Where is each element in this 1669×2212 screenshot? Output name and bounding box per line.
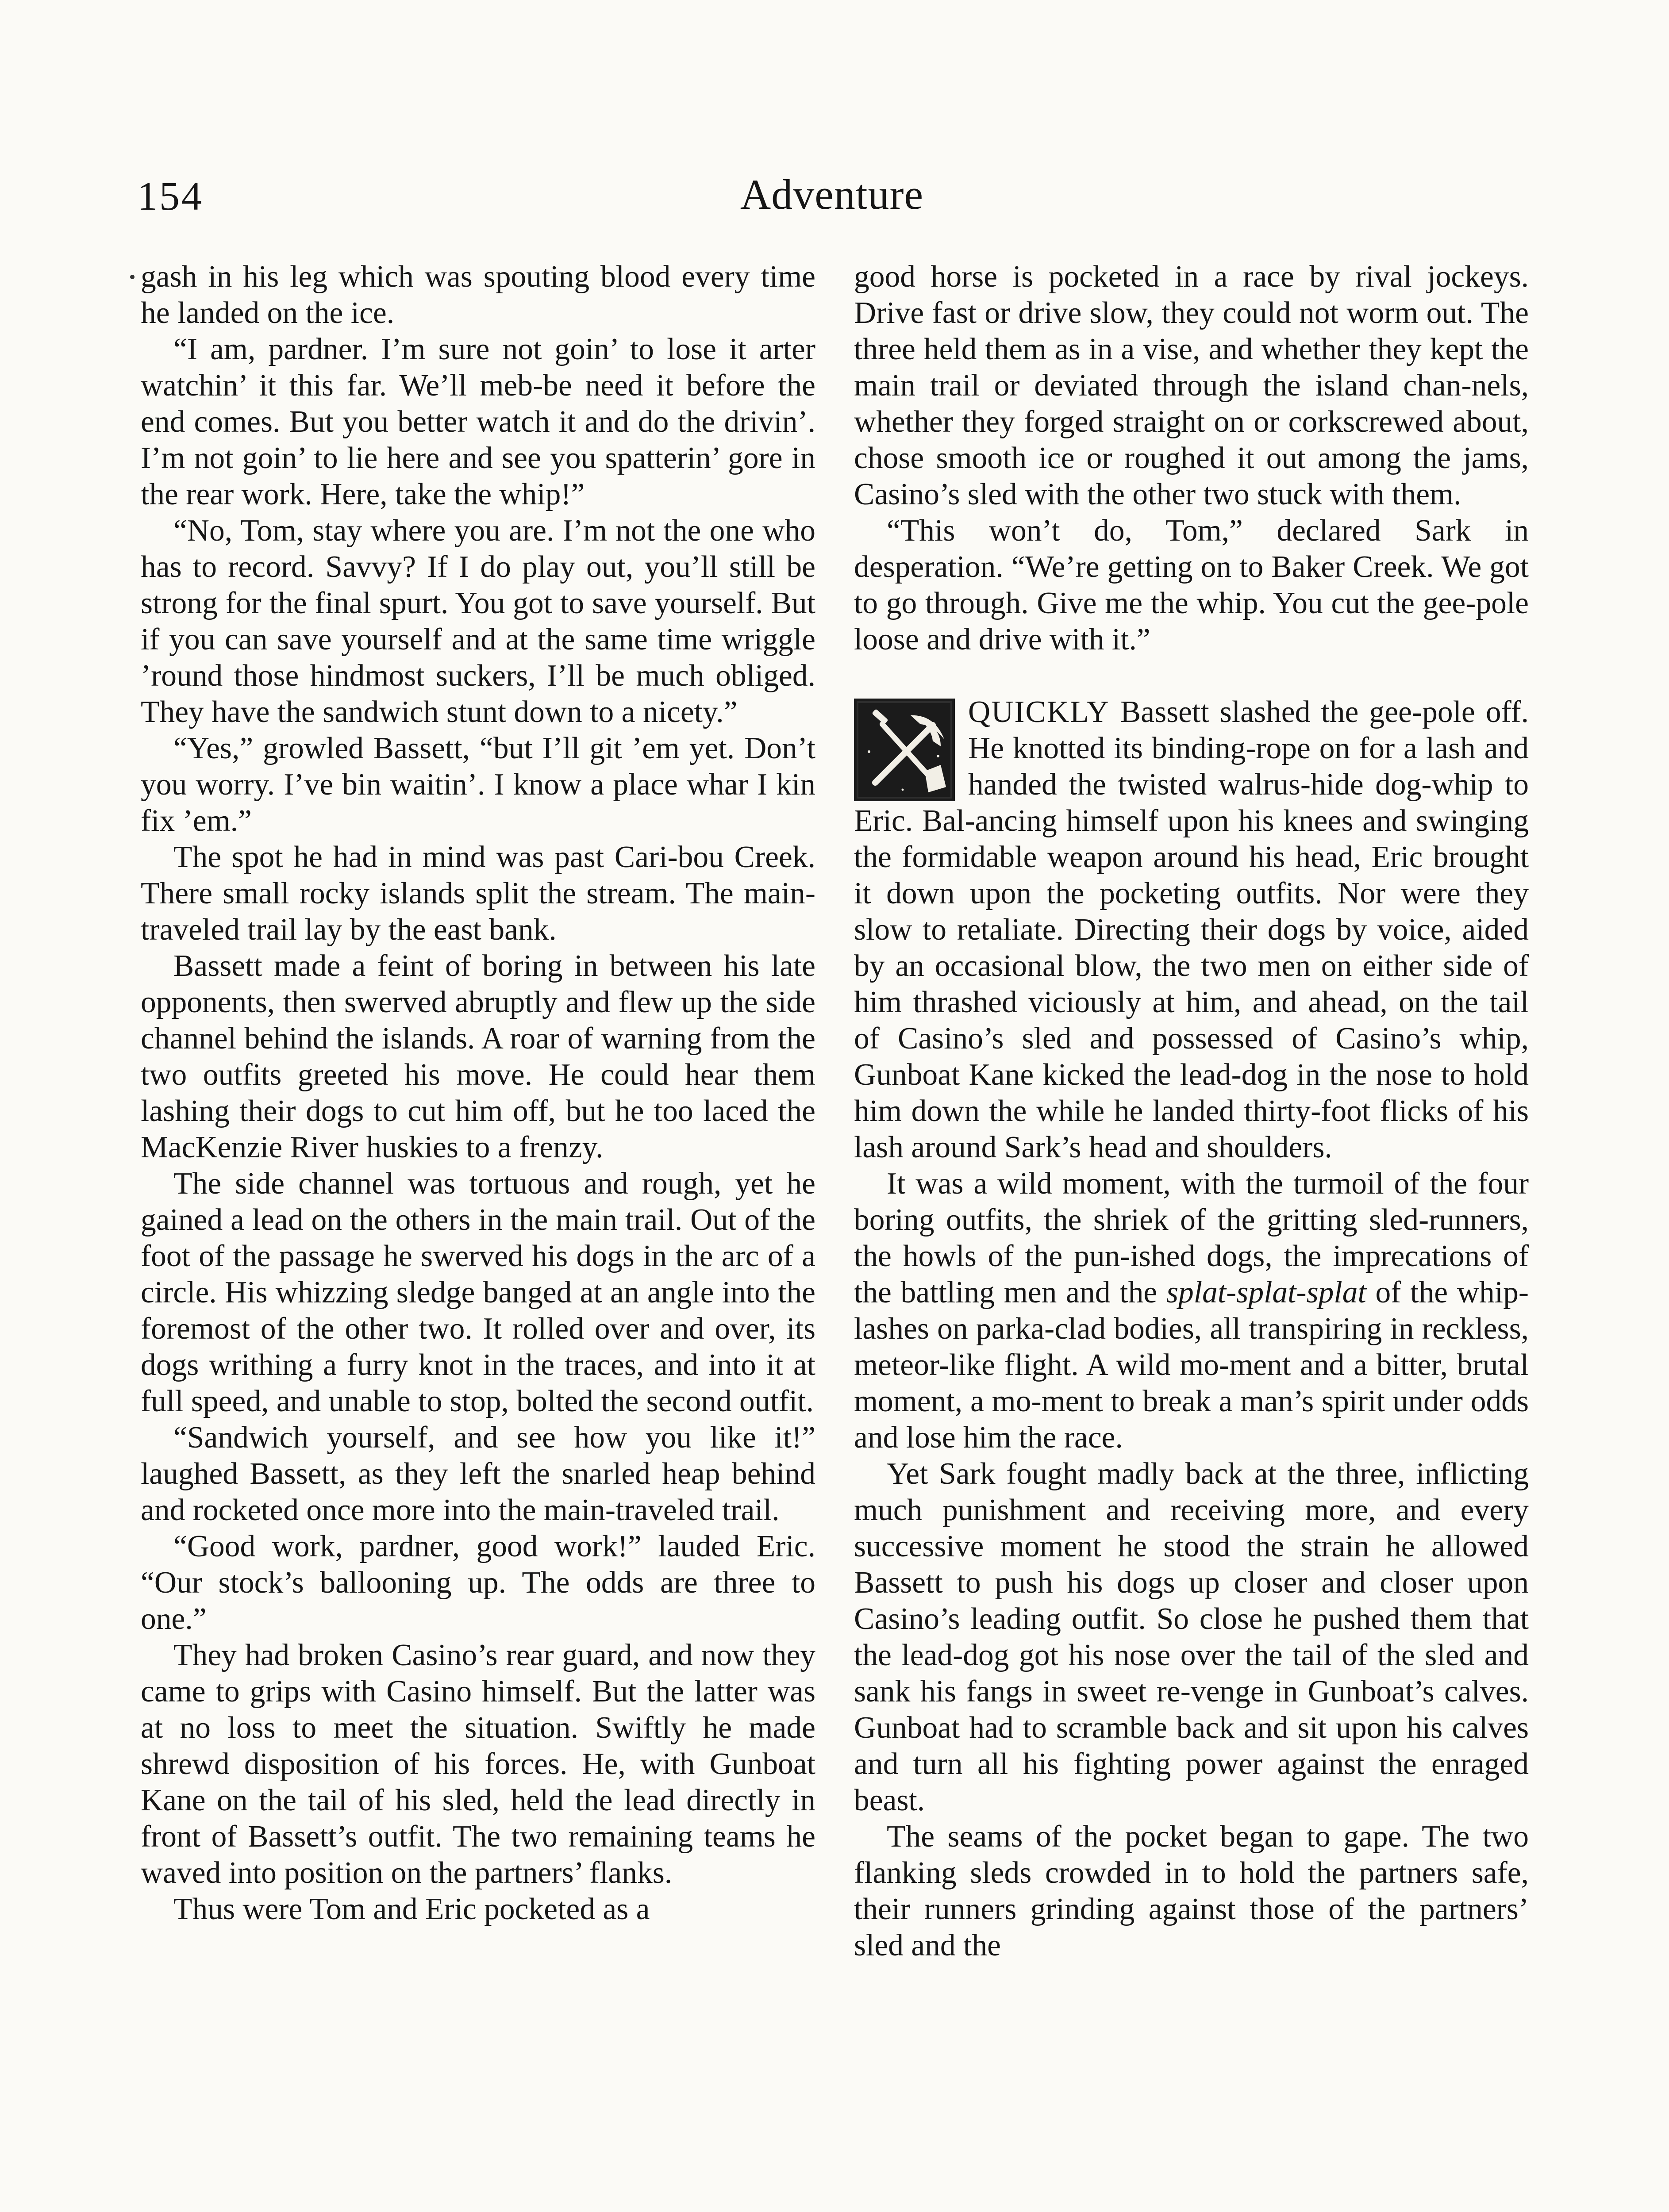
- section-lead-word: QUICKLY: [968, 695, 1110, 729]
- page-number: 154: [137, 173, 204, 219]
- paragraph: The spot he had in mind was past Cari-bou Creek. There small rocky islands split the stream. The main-traveled trail lay by the east bank.: [141, 840, 815, 947]
- ink-dot: [130, 275, 135, 279]
- magazine-title: Adventure: [740, 171, 924, 218]
- paragraph: Bassett made a feint of boring in between his late opponents, then swerved abruptly and flew up the side channel behind the islands. A roar of warning from the two outfits greeted his move. He could hear them lashing their dogs to cut him off, but he too laced the MacKenzie River huskies to a frenzy.: [141, 949, 815, 1164]
- paragraph: “Yes,” growled Bassett, “but I’ll git ’em yet. Don’t you worry. I’ve bin waitin’. I know a place whar I kin fix ’em.”: [141, 731, 815, 838]
- paragraph: The side channel was tortuous and rough, yet he gained a lead on the others in the main trail. Out of the foot of the passage he swerved his dogs in the arc of a circle. His whizzing sledge banged at an angle into the foremost of the other two. It rolled over and over, its dogs writhing a furry knot in the traces, and into it at full speed, and unable to stop, bolted the second outfit.: [141, 1167, 815, 1418]
- paragraph: “Sandwich yourself, and see how you like it!” laughed Bassett, as they left the snarled heap behind and rocketed once more into the main-traveled trail.: [141, 1421, 815, 1527]
- paragraph: good horse is pocketed in a race by rival jockeys. Drive fast or drive slow, they could not worm out. The three held them as in a vise, and whether they kept the main trail or deviated through the island chan-nels, whether they forged straight on or corkscrewed about, chose smooth ice or roughed it out among the jams, Casino’s sled with the other two stuck with them.: [854, 260, 1529, 511]
- paragraph-text: It was a wild moment, with the turmoil of the four boring outfits, the shriek of the gritting sled-runners, the howls of the pun-ished dogs, the imprecations of the battling men and the: [854, 1167, 1529, 1310]
- paragraph: gash in his leg which was spouting blood every time he landed on the ice.: [141, 260, 815, 330]
- paragraph: “No, Tom, stay where you are. I’m not the one who has to record. Savvy? If I do play out, you’ll still be strong for the final spurt. You got to save yourself. But if you can save yourself and at the same time wriggle ’round those hindmost suckers, I’ll be much obliged. They have the sandwich stunt down to a nicety.”: [141, 514, 815, 729]
- paragraph: Thus were Tom and Eric pocketed as a: [173, 1892, 650, 1926]
- paragraph-text: Bassett slashed the gee-pole off. He knotted its binding-rope on for a lash and handed the twisted walrus-hide dog-whip to Eric. Bal-ancing himself upon his knees and swinging the formidable weapon around his head, Eric brought it down upon the pocketing outfits. Nor were they slow to retaliate. Directing their dogs by voice, aided by an occasional blow, the two men on either side of him thrashed viciously at him, and ahead, on the tail of Casino’s sled and possessed of Casino’s whip, Gunboat Kane kicked the lead-dog in the nose to hold him down the while he landed thirty-foot flicks of his lash around Sark’s head and shoulders.: [854, 695, 1529, 1164]
- italic-sound-effect: splat-splat-splat: [1166, 1275, 1366, 1310]
- paragraph-text: of the whip-lashes on parka-clad bodies, all transpiring in reckless, meteor-like flight. A wild mo-ment and a bitter, brutal moment, a mo-ment to break a man’s spirit under odds and lose him the race.: [854, 1275, 1529, 1455]
- paragraph: “I am, pardner. I’m sure not goin’ to lose it arter watchin’ it this far. We’ll meb-be need it before the end comes. But you better watch it and do the drivin’. I’m not goin’ to lie here and see you spatterin’ gore in the rear work. Here, take the whip!”: [141, 332, 815, 511]
- left-column: [141, 259, 815, 1928]
- paragraph: “This won’t do, Tom,” declared Sark in desperation. “We’re getting on to Baker Creek. We got to go through. Give me the whip. You cut the gee-pole loose and drive with it.”: [854, 514, 1529, 657]
- paragraph: Yet Sark fought madly back at the three, inflicting much punishment and receiving more, and every successive moment he stood the strain he allowed Bassett to push his dogs up closer and closer upon Casino’s leading outfit. So close he pushed them that the lead-dog got his nose over the tail of the sled and sank his fangs in sweet re-venge in Gunboat’s calves. Gunboat had to scramble back and sit upon his calves and turn all his fighting power against the enraged beast.: [854, 1457, 1529, 1817]
- section-opening-paragraph: [854, 694, 1529, 1166]
- running-header: [128, 164, 1535, 230]
- paragraph: They had broken Casino’s rear guard, and now they came to grips with Casino himself. But the latter was at no loss to meet the situation. Swiftly he made shrewd disposition of his forces. He, with Gunboat Kane on the tail of his sled, held the lead directly in front of Bassett’s outfit. The two remaining teams he waved into position on the partners’ flanks.: [141, 1638, 815, 1890]
- paragraph: The seams of the pocket began to gape. The two flanking sleds crowded in to hold the partners safe, their runners grinding against those of the partners’ sled and the: [854, 1820, 1529, 1962]
- paragraph: “Good work, pardner, good work!” lauded Eric. “Our stock’s ballooning up. The odds are three to one.”: [141, 1529, 815, 1636]
- crossed-pick-and-shovel-icon: [854, 699, 955, 801]
- paragraph: [854, 1166, 1529, 1456]
- right-column: [854, 259, 1529, 1964]
